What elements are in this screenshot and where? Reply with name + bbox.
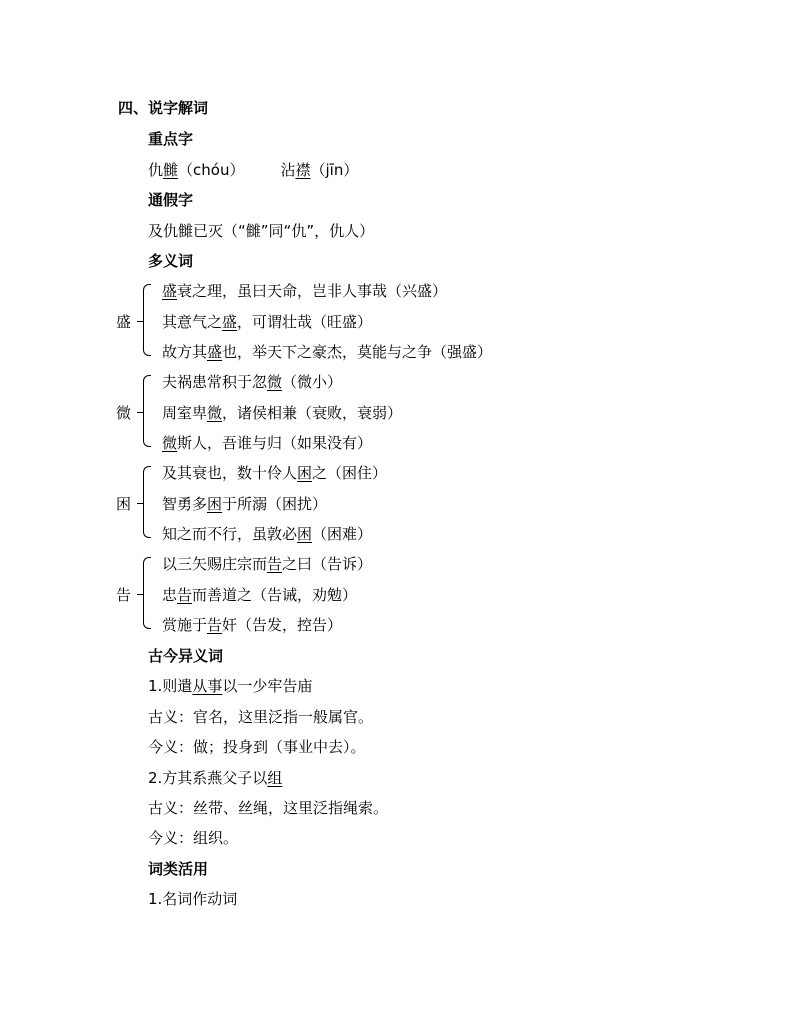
duoyi-item: 故方其盛也，举天下之豪杰，莫能与之争（强盛） [162, 343, 493, 361]
duoyi-item: 知之而不行，虽敦必困（困难） [162, 525, 373, 543]
duoyi-item: 及其衰也，数十伶人困之（困住） [162, 464, 388, 482]
gujin-sentence: 1.则遣从事以一少牢告庙 [148, 677, 313, 695]
duoyi-item: 盛衰之理，虽曰天命，岂非人事哉（兴盛） [162, 282, 448, 300]
duoyi-item: 其意气之盛，可谓壮哉（旺盛） [162, 313, 373, 331]
gujin-jin: 今义：组织。 [148, 829, 239, 847]
gujin-heading: 古今异义词 [148, 647, 224, 665]
section-title: 四、说字解词 [118, 99, 209, 117]
duoyi-char: 困 [116, 495, 132, 513]
brace-icon [143, 466, 151, 538]
key-chars-heading: 重点字 [148, 130, 194, 148]
duoyi-item: 夫祸患常积于忽微（微小） [162, 373, 343, 391]
key-char-1: 仇雠（chóu） [148, 161, 245, 179]
duoyi-item: 智勇多困于所溺（困扰） [162, 495, 328, 513]
duoyi-char: 盛 [116, 313, 132, 331]
brace-icon [143, 375, 151, 447]
duoyi-item: 赏施于告奸（告发，控告） [162, 616, 343, 634]
duoyi-char: 微 [116, 404, 132, 422]
cilei-heading: 词类活用 [148, 860, 209, 878]
key-char-2: 沾襟（jīn） [280, 161, 359, 179]
brace-tip [137, 321, 143, 322]
tongjia-heading: 通假字 [148, 191, 194, 209]
brace-tip [137, 503, 143, 504]
duoyi-char: 告 [116, 586, 132, 604]
brace-tip [137, 412, 143, 413]
duoyi-item: 以三矢赐庄宗而告之曰（告诉） [162, 555, 373, 573]
brace-icon [143, 557, 151, 629]
duoyi-heading: 多义词 [148, 252, 194, 270]
gujin-gu: 古义：官名，这里泛指一般属官。 [148, 708, 374, 726]
gujin-sentence: 2.方其系燕父子以组 [148, 769, 283, 787]
gujin-gu: 古义：丝带、丝绳，这里泛指绳索。 [148, 799, 389, 817]
brace-tip [137, 594, 143, 595]
brace-icon [143, 284, 151, 356]
duoyi-item: 微斯人，吾谁与归（如果没有） [162, 434, 373, 452]
cilei-item: 1.名词作动词 [148, 890, 238, 908]
gujin-jin: 今义：做；投身到（事业中去）。 [148, 738, 366, 756]
tongjia-text: 及仇雠已灭（“雠”同“仇”，仇人） [148, 222, 375, 240]
duoyi-item: 忠告而善道之（告诫，劝勉） [162, 586, 358, 604]
duoyi-item: 周室卑微，诸侯相兼（衰败，衰弱） [162, 404, 403, 422]
key-chars-line [148, 160, 358, 180]
